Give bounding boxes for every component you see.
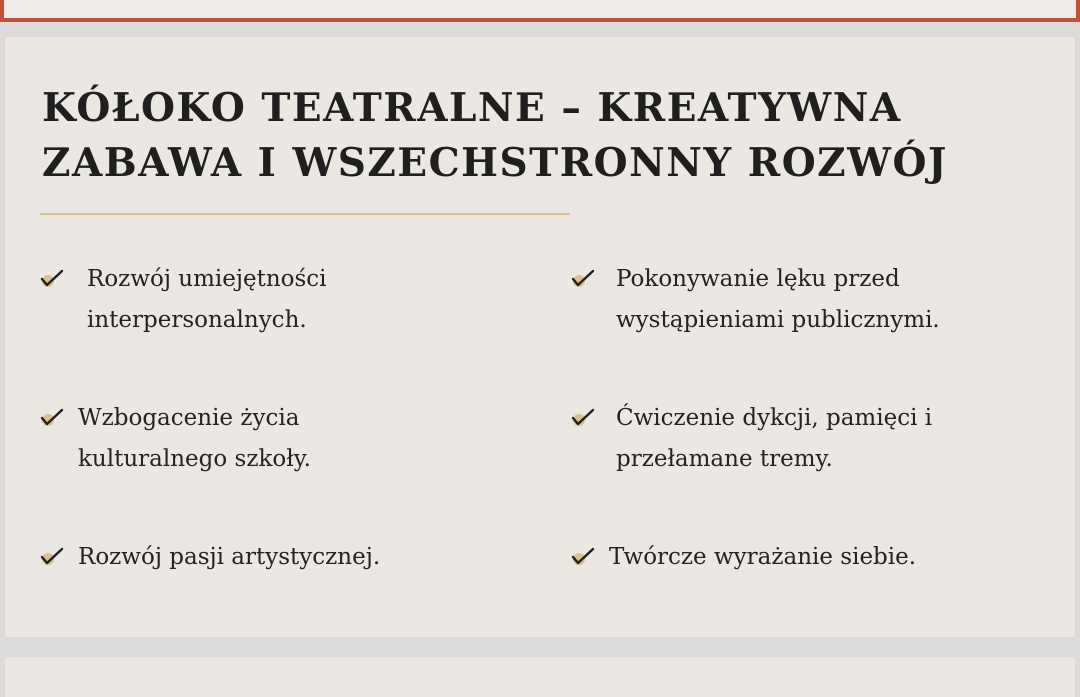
section-title: KÓŁOKO TEATRALNE – KREATYWNA ZABAWA I WSZECHSTRONNY ROZWÓJ [42, 85, 948, 186]
feature-card [5, 37, 1075, 637]
benefit-text: Rozwój pasji artystycznej. [78, 544, 381, 570]
next-card [5, 657, 1075, 697]
benefit-text: Ćwiczenie dykcji, pamięci i przełamane tremy. [616, 405, 933, 472]
checkmark-icon [40, 547, 64, 567]
benefit-text: Rozwój umiejętności interpersonalnych. [87, 266, 327, 333]
benefit-item [37, 537, 497, 582]
benefit-text: Twórcze wyrażanie siebie. [609, 544, 917, 570]
benefit-item [37, 259, 497, 349]
checkmark-icon [40, 408, 64, 428]
checkmark-icon [571, 547, 595, 567]
benefit-text: Wzbogacenie życia kulturalnego szkoły. [78, 405, 311, 472]
benefit-text: Pokonywanie lęku przed wystąpieniami publicznymi. [616, 266, 940, 333]
benefit-item [37, 398, 497, 488]
checkmark-icon [40, 269, 64, 289]
title-divider [40, 213, 570, 215]
previous-card [0, 0, 1080, 22]
checkmark-icon [571, 269, 595, 289]
benefit-item [568, 398, 1048, 488]
checkmark-icon [571, 408, 595, 428]
benefit-item [568, 259, 1048, 349]
benefit-item [568, 537, 1048, 582]
